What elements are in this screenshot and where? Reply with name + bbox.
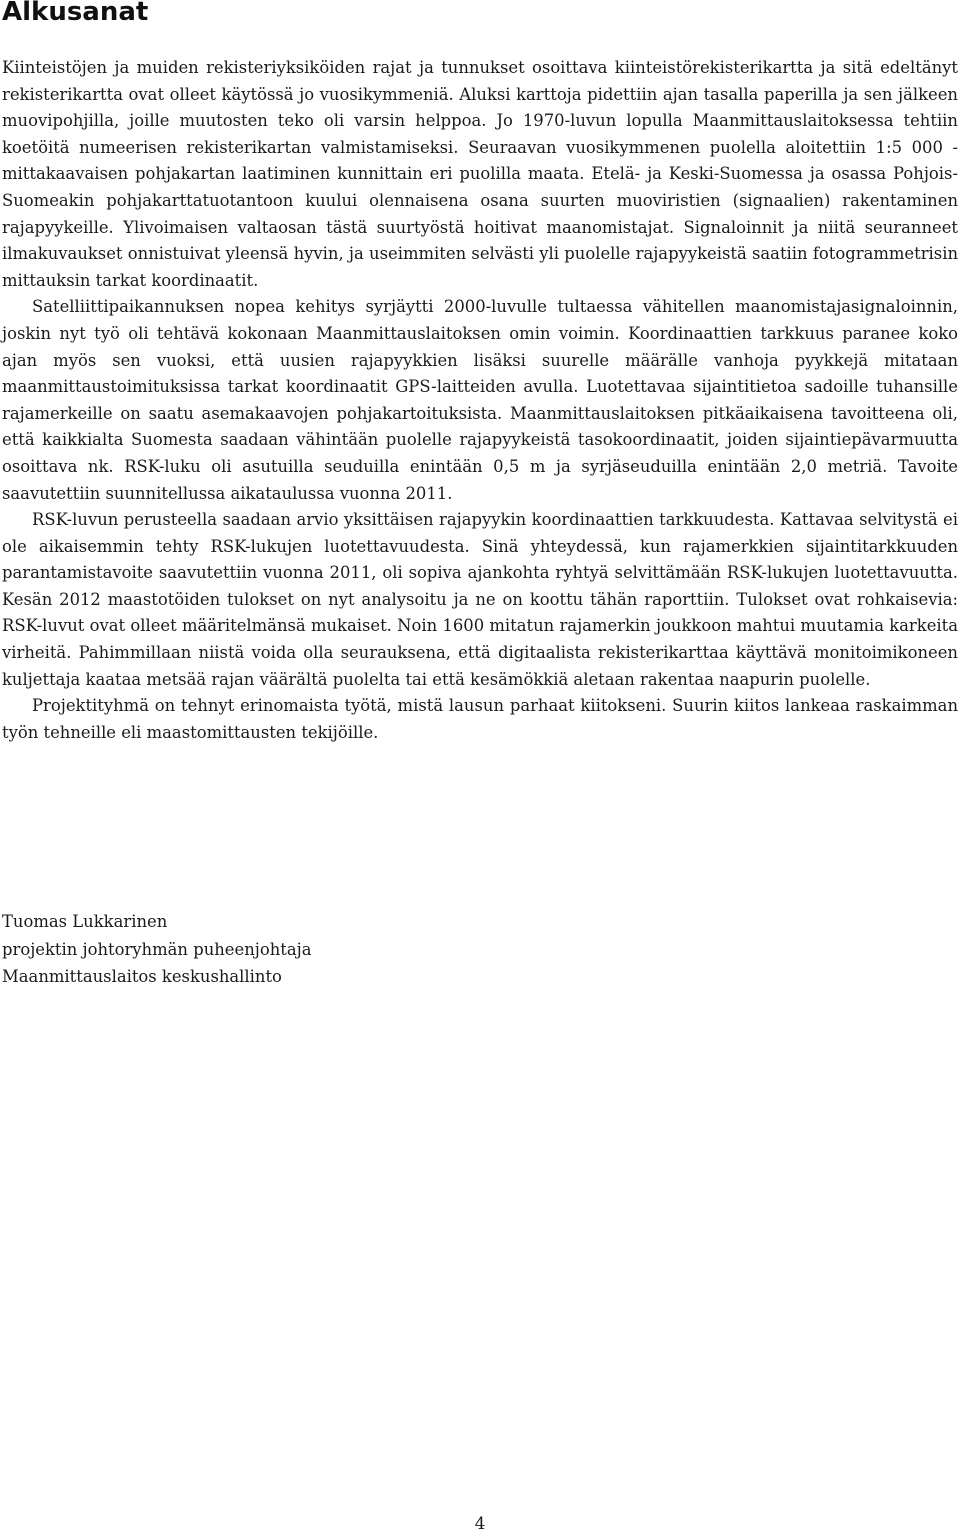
paragraph: Satelliittipaikannuksen nopea kehitys syrjäytti 2000-luvulle tultaessa vähitellen maanomistajasignaloinnin, joskin nyt työ oli tehtävä kokonaan Maanmittauslaitoksen omin voimin. Koordinaattien tarkkuus paranee koko ajan myös sen vuoksi, että uusien rajapyykkien lisäksi suurelle määrälle vanhoja pyykkejä mitataan maanmittaustoimituksissa tarkat koordinaatit GPS-laitteiden avulla. Luotettavaa sijaintitietoa sadoille tuhansille rajamerkeille on saatu asemakaavojen pohjakartoituksista. Maanmittauslaitoksen pitkäaikaisena tavoitteena oli, että kaikkialta Suomesta saadaan vähintään puolelle rajapyykeistä tasokoordinaatit, joiden sijaintiepävarmuutta osoittava nk. RSK-luku oli asutuilla seuduilla enintään 0,5 m ja syrjäseuduilla enintään 2,0 metriä. Tavoite saavutettiin suunnitellussa aikataulussa vuonna 2011. bbox=[2, 297, 958, 503]
page-title: Alkusanat bbox=[2, 0, 149, 27]
signatory-name: Tuomas Lukkarinen bbox=[2, 912, 168, 931]
signatory-role: projektin johtoryhmän puheenjohtaja bbox=[2, 939, 312, 959]
paragraph: Projektityhmä on tehnyt erinomaista työtä, mistä lausun parhaat kiitokseni. Suurin kiitos lankeaa raskaimman työn tehneille eli maastomittausten tekijöille. bbox=[2, 696, 958, 742]
signatory-organization: Maanmittauslaitos keskushallinto bbox=[2, 967, 282, 986]
paragraph: RSK-luvun perusteella saadaan arvio yksittäisen rajapyykin koordinaattien tarkkuudesta. Kattavaa selvitystä ei ole aikaisemmin tehty RSK-lukujen luotettavuudesta. Sinä yhteydessä, kun rajamerkkien sijaintitarkkuuden parantamistavoite saavutettiin vuonna 2011, oli sopiva ajankohta ryhtyä selvittämään RSK-lukujen luotettavuutta. Kesän 2012 maastotöiden tulokset on nyt analysoitu ja ne on koottu tähän raporttiin. Tulokset ovat rohkaisevia: RSK-luvut ovat olleet määritelmänsä mukaiset. Noin 1600 mitatun rajamerkin joukkoon mahtui muutamia karkeita virheitä. Pahimmillaan niistä voida olla seurauksena, että digitaalista rekisterikarttaa käyttävä monitoimikoneen kuljettaja kaataa metsää rajan väärältä puolelta tai että kesämökkiä aletaan rakentaa naapurin puolelle. bbox=[2, 510, 958, 689]
paragraph: Kiinteistöjen ja muiden rekisteriyksiköiden rajat ja tunnukset osoittava kiinteistörekisterikartta ja sitä edeltänyt rekisterikartta ovat olleet käytössä jo vuosikymmeniä. Aluksi karttoja pidettiin ajan tasalla paperilla ja sen jälkeen muovipohjilla, joille muutosten teko oli varsin helppoa. Jo 1970-luvun lopulla Maanmittauslaitoksessa tehtiin koetöitä numeerisen rekisterikartan valmistamiseksi. Seuraavan vuosikymmenen puolella aloitettiin 1:5 000 -mittakaavaisen pohjakartan laatiminen kunnittain eri puolilla maata. Etelä- ja Keski-Suomessa ja osassa Pohjois-Suomeakin pohjakarttatuotantoon kuului olennaisena osana suurten muoviristien (signaalien) rakentaminen rajapyykeille. Ylivoimaisen valtaosan tästä suurtyöstä hoitivat maanomistajat. Signaloinnit ja niitä seuranneet ilmakuvaukset onnistuivat yleensä hyvin, ja useimmiten selvästi yli puolelle rajapyykeistä saatiin fotogrammetrisin mittauksin tarkat koordinaatit. bbox=[2, 58, 958, 290]
page-number: 4 bbox=[474, 1514, 486, 1534]
signature-block bbox=[2, 908, 311, 991]
preface-body bbox=[2, 55, 958, 746]
